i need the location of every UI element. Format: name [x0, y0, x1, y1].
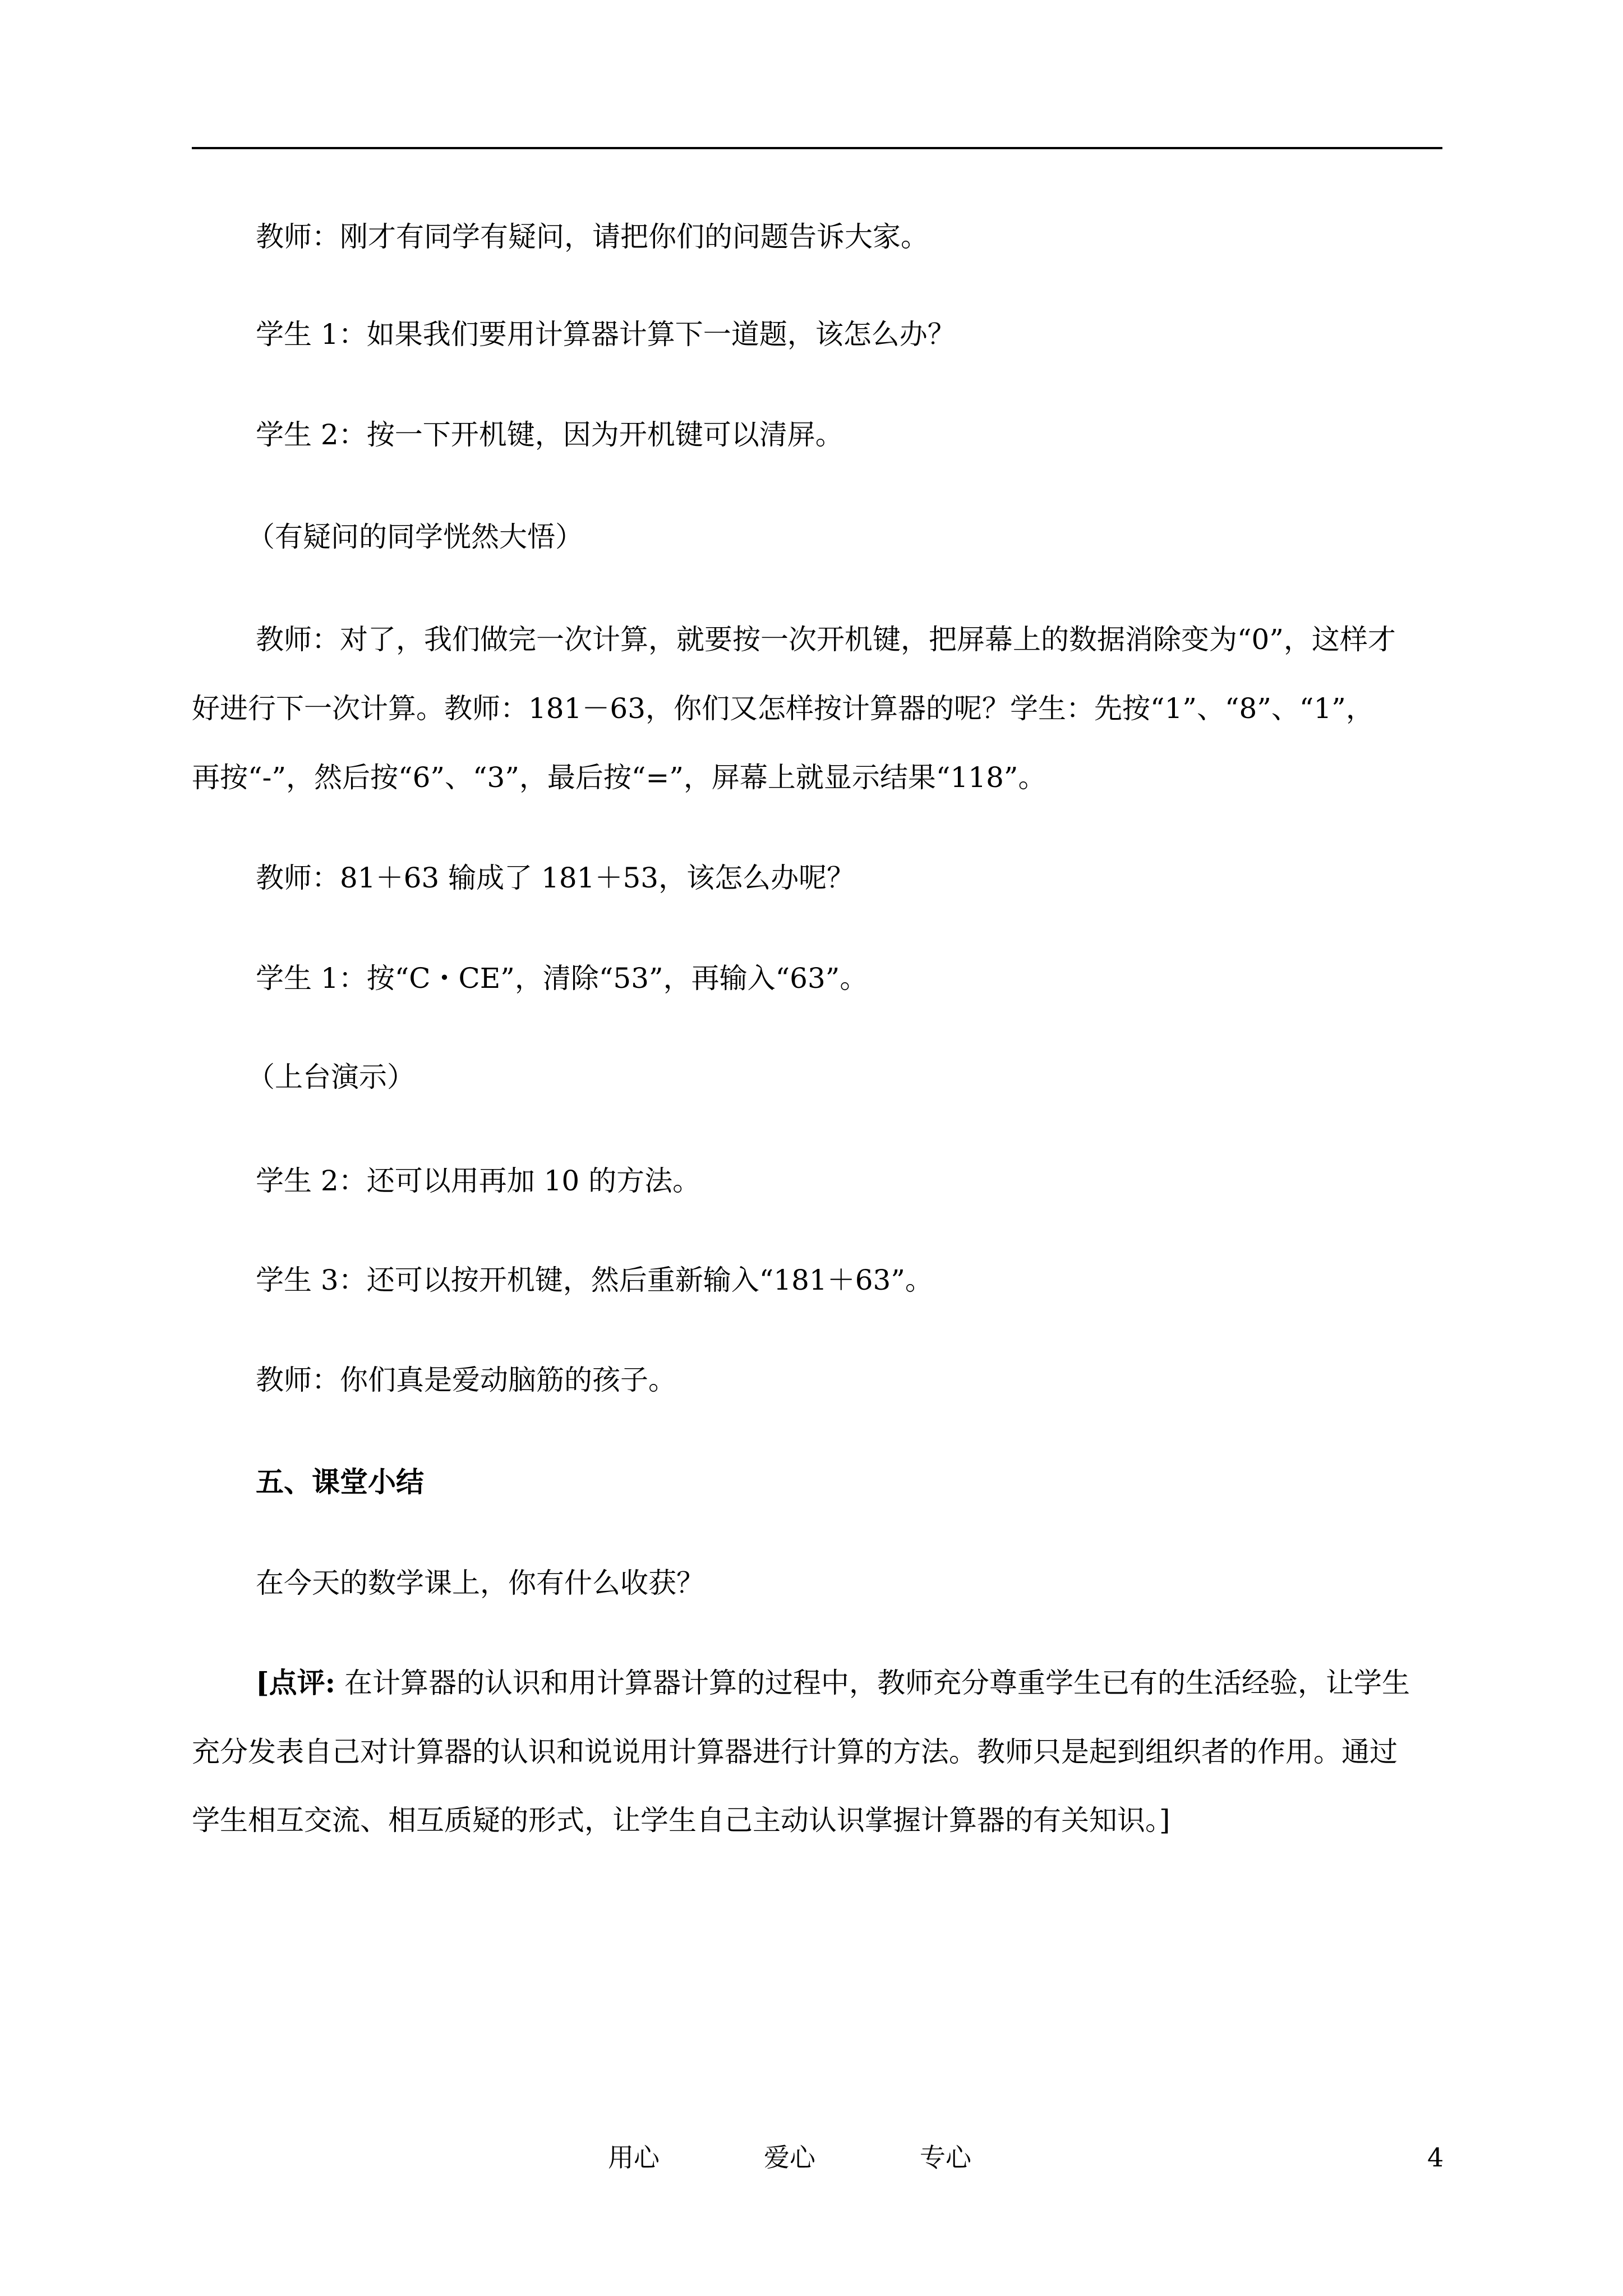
- section-heading: 五、课堂小结: [256, 1465, 424, 1498]
- footer-motto-2: 爱心: [764, 2142, 815, 2173]
- paragraph-teacher-explain-line1: 教师：对了，我们做完一次计算，就要按一次开机键，把屏幕上的数据消除变为“0”，这样才: [256, 623, 1396, 656]
- paragraph-student1-clear: 学生 1：按“C・CE”，清除“53”，再输入“63”。: [256, 962, 868, 995]
- footer-page-number: 4: [1427, 2142, 1444, 2173]
- paragraph-teacher-explain-line3: 再按“-”，然后按“6”、“3”，最后按“=”，屏幕上就显示结果“118”。: [192, 761, 1046, 794]
- paragraph-teacher-error-question: 教师：81＋63 输成了 181＋53，该怎么办呢？: [256, 862, 855, 894]
- paragraph-student2-answer: 学生 2：按一下开机键，因为开机键可以清屏。: [256, 418, 843, 451]
- paragraph-teacher-question: 教师：刚才有同学有疑问，请把你们的问题告诉大家。: [256, 220, 929, 253]
- paragraph-teacher-explain-line2: 好进行下一次计算。教师：181－63，你们又怎样按计算器的呢？学生：先按“1”、“8”、“1”，: [192, 692, 1374, 725]
- paragraph-student1-question: 学生 1：如果我们要用计算器计算下一道题，该怎么办？: [256, 318, 956, 351]
- paragraph-student3-method: 学生 3：还可以按开机键，然后重新输入“181＋63”。: [256, 1264, 933, 1296]
- footer-motto-3: 专心: [920, 2142, 971, 2173]
- paragraph-teacher-praise: 教师：你们真是爱动脑筋的孩子。: [256, 1364, 676, 1396]
- paragraph-student2-method: 学生 2：还可以用再加 10 的方法。: [256, 1165, 701, 1197]
- comment-line3: 学生相互交流、相互质疑的形式，让学生自己主动认识掌握计算器的有关知识。]: [192, 1804, 1170, 1837]
- comment-line2: 充分发表自己对计算器的认识和说说用计算器进行计算的方法。教师只是起到组织者的作用。通过: [192, 1736, 1398, 1768]
- paragraph-demo-note: （上台演示）: [247, 1061, 415, 1093]
- comment-text-line1: 在计算器的认识和用计算器计算的过程中，教师充分尊重学生已有的生活经验，让学生: [344, 1667, 1410, 1699]
- comment-label: 点评:: [269, 1666, 336, 1699]
- comment-open-bracket: [: [256, 1666, 269, 1699]
- comment-line1: [256, 1666, 1410, 1700]
- header-rule: [192, 147, 1442, 149]
- footer-motto-1: 用心: [608, 2142, 660, 2173]
- paragraph-summary-question: 在今天的数学课上，你有什么收获？: [256, 1567, 704, 1599]
- paragraph-stage-note: （有疑问的同学恍然大悟）: [247, 521, 583, 553]
